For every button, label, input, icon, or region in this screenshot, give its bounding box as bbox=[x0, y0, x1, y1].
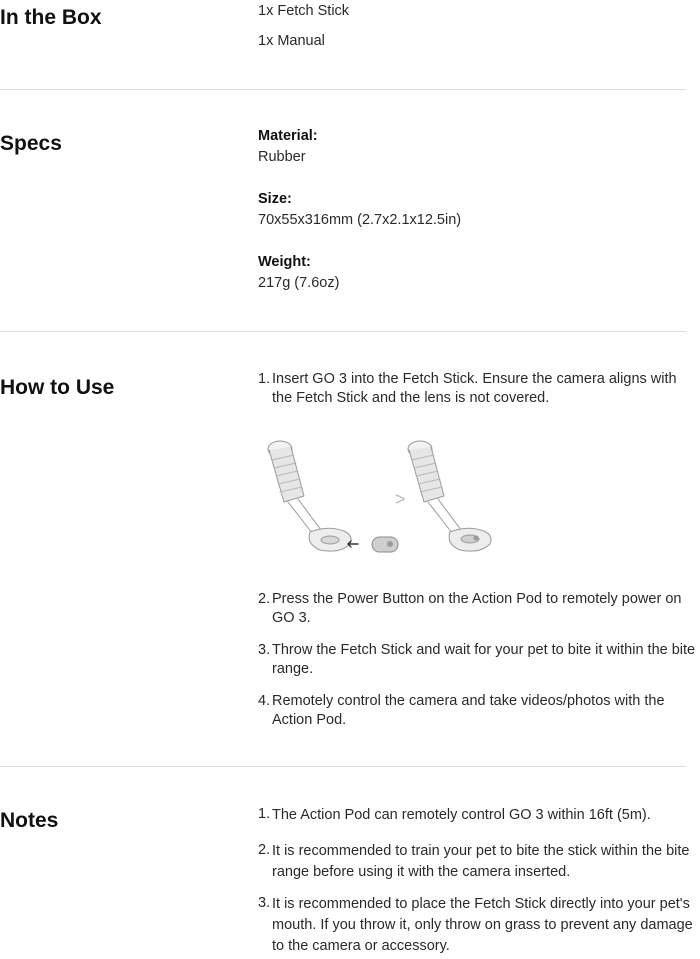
step-2 bbox=[258, 590, 698, 628]
specs-heading: Specs bbox=[0, 132, 62, 155]
in-the-box-heading: In the Box bbox=[0, 6, 102, 29]
step-text: Insert GO 3 into the Fetch Stick. Ensure the camera aligns with the Fetch Stick and the lens is not covered. bbox=[272, 371, 677, 406]
section-divider bbox=[0, 89, 686, 90]
step-text: Remotely control the camera and take videos/photos with the Action Pod. bbox=[272, 693, 665, 728]
note-3 bbox=[258, 894, 698, 957]
step-number: 4. bbox=[258, 693, 271, 709]
note-text: It is recommended to train your pet to bite the stick within the bite range before using it with the camera inserted. bbox=[272, 843, 690, 880]
camera-pod bbox=[372, 537, 398, 552]
step-number: 2. bbox=[258, 591, 271, 607]
spec-weight-label: Weight: bbox=[258, 254, 311, 270]
insert-arrow bbox=[348, 541, 358, 547]
note-number: 3. bbox=[258, 895, 271, 911]
note-1 bbox=[258, 805, 698, 826]
note-number: 2. bbox=[258, 842, 271, 858]
step-4 bbox=[258, 692, 698, 730]
note-text: It is recommended to place the Fetch Stick directly into your pet's mouth. If you throw it, only throw on grass to prevent any damage to the camera or accessory. bbox=[272, 896, 693, 954]
fetch-stick-illustration bbox=[258, 432, 518, 562]
how-to-use-heading: How to Use bbox=[0, 376, 115, 399]
note-text: The Action Pod can remotely control GO 3 within 16ft (5m). bbox=[272, 807, 651, 823]
step-text: Throw the Fetch Stick and wait for your pet to bite it within the bite range. bbox=[272, 642, 696, 677]
note-number: 1. bbox=[258, 806, 271, 822]
step-1 bbox=[258, 370, 698, 408]
section-divider bbox=[0, 331, 686, 332]
box-item-manual: 1x Manual bbox=[258, 33, 325, 49]
spec-size-value: 70x55x316mm (2.7x2.1x12.5in) bbox=[258, 212, 462, 228]
step-text: Press the Power Button on the Action Pod to remotely power on GO 3. bbox=[272, 591, 682, 626]
spec-material-value: Rubber bbox=[258, 149, 306, 165]
box-item-fetch-stick: 1x Fetch Stick bbox=[258, 3, 350, 19]
notes-heading: Notes bbox=[0, 809, 59, 832]
section-divider bbox=[0, 766, 686, 767]
spec-size-label: Size: bbox=[258, 191, 292, 207]
step-number: 1. bbox=[258, 371, 271, 387]
step-number: 3. bbox=[258, 642, 271, 658]
transition-arrow: > bbox=[395, 489, 406, 509]
step-3 bbox=[258, 641, 698, 679]
stick-grip-left bbox=[269, 447, 304, 502]
note-2 bbox=[258, 841, 698, 883]
stick-grip-right bbox=[409, 447, 444, 502]
spec-material-label: Material: bbox=[258, 128, 318, 144]
spec-weight-value: 217g (7.6oz) bbox=[258, 275, 340, 291]
